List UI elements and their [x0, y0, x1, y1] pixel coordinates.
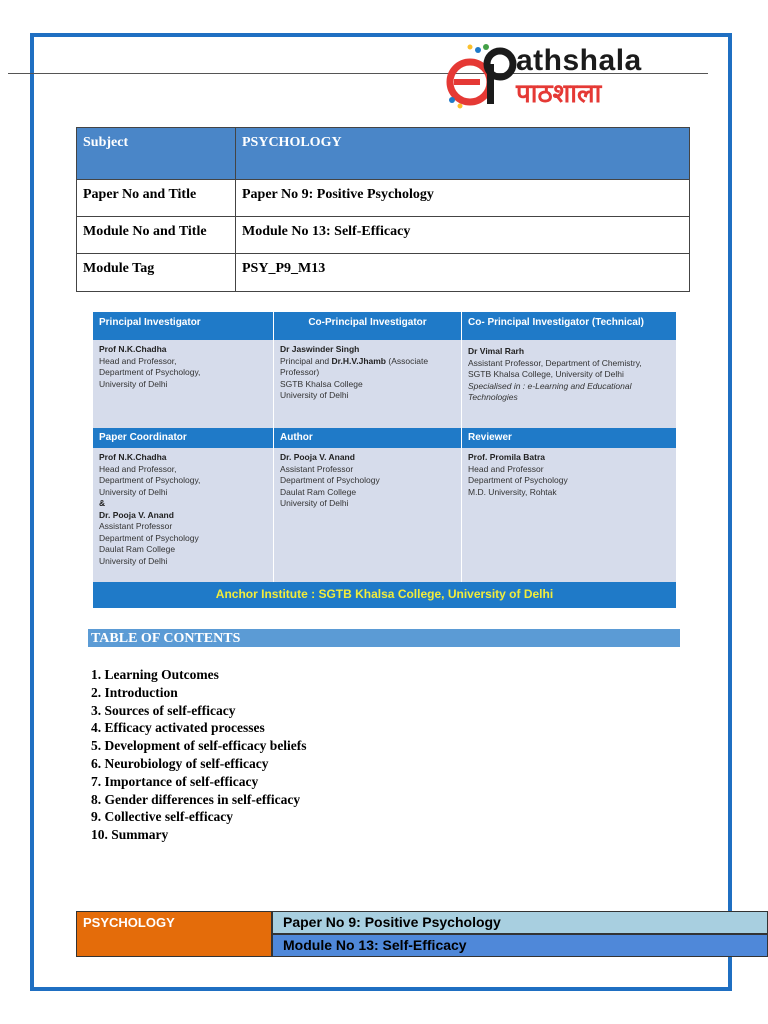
- ampersand: &: [99, 498, 106, 508]
- author-header: Author: [274, 428, 461, 448]
- copi-details: [274, 344, 461, 402]
- copi-line: Professor): [280, 367, 320, 377]
- logo-text-english: athshala: [516, 44, 642, 77]
- coordinator-header: Paper Coordinator: [93, 428, 273, 448]
- copi-name: Dr Jaswinder Singh: [280, 344, 360, 354]
- table-row: [77, 254, 690, 292]
- reviewer-line: Department of Psychology: [468, 475, 568, 485]
- author-line: Daulat Ram College: [280, 486, 357, 497]
- copi-technical-line: SGTB Khalsa College, University of Delhi: [468, 369, 624, 379]
- copi-technical-header: Co- Principal Investigator (Technical): [462, 312, 676, 340]
- copi-line: SGTB Khalsa College: [280, 378, 363, 389]
- coordinator-line: Daulat Ram College: [99, 544, 176, 554]
- specialised-value: e-Learning and Educational: [525, 380, 632, 391]
- coordinator-line: University of Delhi: [99, 555, 168, 566]
- coordinator-line: Department of Psychology: [99, 532, 199, 543]
- copi-line: (Associate: [386, 355, 429, 366]
- table-row: [77, 128, 690, 180]
- toc-item[interactable]: 3. Sources of self-efficacy: [91, 702, 236, 718]
- toc-heading: TABLE OF CONTENTS: [88, 629, 680, 647]
- module-info-table: [76, 127, 690, 292]
- module-tag-key: Module Tag: [77, 254, 236, 292]
- page-footer: [76, 911, 768, 957]
- toc-item[interactable]: 2. Introduction: [91, 684, 178, 700]
- author-name: Dr. Pooja V. Anand: [280, 452, 355, 462]
- anchor-institute-bar: Anchor Institute : SGTB Khalsa College, University of Delhi: [93, 582, 676, 608]
- coordinator-name: Prof N.K.Chadha: [99, 452, 167, 462]
- coordinator-name: Dr. Pooja V. Anand: [99, 509, 174, 520]
- subject-key: Subject: [77, 128, 236, 180]
- subject-value: PSYCHOLOGY: [236, 128, 690, 180]
- pi-line: Head and Professor,: [99, 355, 177, 366]
- footer-module: Module No 13: Self-Efficacy: [272, 934, 768, 957]
- pi-name: Prof N.K.Chadha: [99, 344, 167, 354]
- author-line: Assistant Professor: [280, 463, 354, 474]
- author-line: University of Delhi: [280, 498, 349, 508]
- copi-line-bold: Dr.H.V.Jhamb: [331, 355, 387, 366]
- copi-technical-name: Dr Vimal Rarh: [468, 346, 525, 356]
- paper-value: Paper No 9: Positive Psychology: [236, 180, 690, 217]
- author-line: Department of Psychology: [280, 475, 380, 485]
- table-row: [77, 217, 690, 254]
- team-credits-panel: [93, 312, 676, 608]
- toc-item[interactable]: 8. Gender differences in self-efficacy: [91, 791, 301, 807]
- reviewer-line: Head and Professor: [468, 463, 544, 474]
- toc-item[interactable]: 9. Collective self-efficacy: [91, 809, 234, 825]
- table-row: [77, 180, 690, 217]
- coordinator-line: University of Delhi: [99, 486, 168, 497]
- logo-text-hindi: पाठशाला: [516, 79, 602, 109]
- pi-details: [93, 344, 273, 390]
- footer-paper: Paper No 9: Positive Psychology: [272, 911, 768, 934]
- author-details: [274, 452, 461, 510]
- epathshala-e-p-icon: [440, 42, 518, 110]
- coordinator-line: Head and Professor,: [99, 463, 177, 474]
- copi-line: University of Delhi: [280, 390, 349, 400]
- toc-item[interactable]: 7. Importance of self-efficacy: [91, 773, 259, 789]
- epathshala-logo: [440, 42, 685, 110]
- reviewer-line: M.D. University, Rohtak: [468, 486, 557, 497]
- module-key: Module No and Title: [77, 217, 236, 254]
- pi-header: Principal Investigator: [93, 312, 273, 340]
- reviewer-details: [462, 452, 676, 498]
- module-value: Module No 13: Self-Efficacy: [236, 217, 690, 254]
- copi-technical-details: [462, 346, 676, 404]
- coordinator-line: Assistant Professor: [99, 521, 173, 531]
- pi-line: University of Delhi: [99, 378, 168, 389]
- coordinator-line: Department of Psychology,: [99, 475, 201, 485]
- specialised-value: Technologies: [468, 392, 518, 402]
- toc-list: [91, 666, 307, 844]
- toc-item[interactable]: 6. Neurobiology of self-efficacy: [91, 755, 269, 771]
- toc-item[interactable]: 10. Summary: [91, 827, 169, 843]
- reviewer-name: Prof. Promila Batra: [468, 452, 545, 462]
- toc-item[interactable]: 4. Efficacy activated processes: [91, 720, 265, 736]
- copi-header: Co-Principal Investigator: [274, 312, 461, 340]
- reviewer-header: Reviewer: [462, 428, 676, 448]
- toc-item[interactable]: 1. Learning Outcomes: [91, 667, 219, 682]
- specialised-label: Specialised in :: [468, 380, 526, 391]
- coordinator-details: [93, 452, 273, 567]
- copi-technical-line: Assistant Professor, Department of Chemistry,: [468, 357, 642, 368]
- paper-key: Paper No and Title: [77, 180, 236, 217]
- pi-line: Department of Psychology,: [99, 367, 201, 377]
- footer-subject: PSYCHOLOGY: [76, 911, 272, 957]
- toc-item[interactable]: 5. Development of self-efficacy beliefs: [91, 738, 307, 754]
- module-tag-value: PSY_P9_M13: [236, 254, 690, 292]
- copi-line: Principal and: [280, 355, 332, 366]
